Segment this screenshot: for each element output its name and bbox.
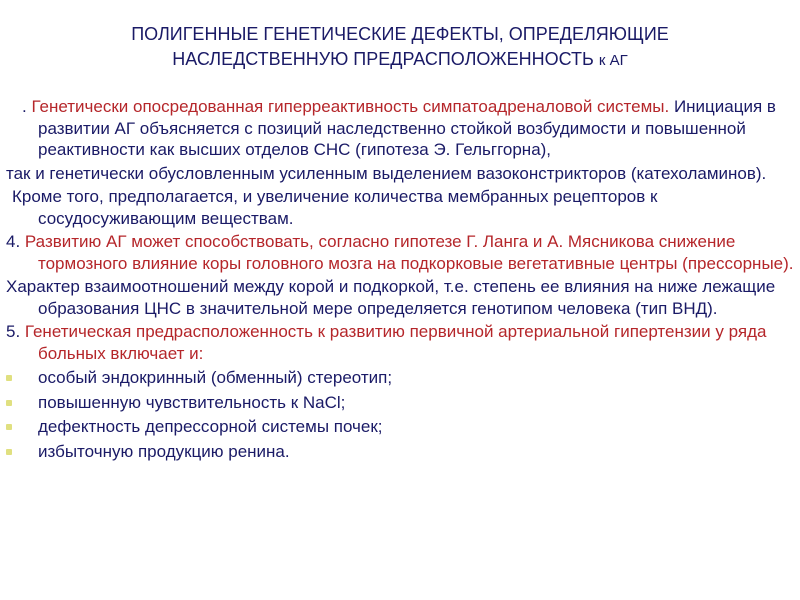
- p1-red-text: Генетически опосредованная гиперреактивность симпатоадреналовой системы.: [31, 97, 670, 116]
- bullet-text: повышенную чувствительность к NaCl;: [38, 392, 346, 412]
- list-item: [0, 441, 800, 463]
- paragraph-6: [0, 321, 800, 364]
- list-item: [0, 416, 800, 438]
- p6-red-text: Генетическая предрасположенность к развитию первичной артериальной гипертензии у ряда больных включает и:: [24, 322, 767, 363]
- title-line-2-small: к АГ: [598, 52, 628, 69]
- slide-body: [0, 96, 800, 462]
- paragraph-2: так и генетически обусловленным усиленным выделением вазоконстрикторов (катехоламинов).: [6, 163, 767, 183]
- title-line-2-main: НАСЛЕДСТВЕННУЮ ПРЕДРАСПОЛОЖЕННОСТЬ: [172, 49, 599, 69]
- bullet-text: дефектность депрессорной системы почек;: [38, 417, 383, 436]
- list-item: [0, 392, 800, 414]
- title-line-2: [60, 47, 740, 73]
- p1-marker: .: [22, 97, 32, 116]
- bullet-icon: [6, 424, 12, 430]
- paragraph-1: [0, 96, 800, 161]
- bullet-icon: [6, 375, 12, 381]
- bullet-icon: [6, 449, 12, 455]
- p4-number: 4.: [6, 232, 25, 251]
- paragraph-3: Кроме того, предполагается, и увеличение количества мембранных рецепторов к сосудосуживающим веществам.: [12, 187, 658, 228]
- bullet-text: избыточную продукцию ренина.: [38, 441, 290, 461]
- paragraph-4: [0, 231, 800, 274]
- title-line-1: ПОЛИГЕННЫЕ ГЕНЕТИЧЕСКИЕ ДЕФЕКТЫ, ОПРЕДЕЛЯЮЩИЕ: [131, 24, 669, 44]
- bullet-text: особый эндокринный (обменный) стереотип;: [38, 368, 393, 387]
- paragraph-5: Характер взаимоотношений между корой и подкоркой, т.е. степень ее влияния на ниже лежащие образования ЦНС в значительной мере определяется генотипом человека (тип ВНД).: [6, 277, 776, 318]
- list-item: [0, 367, 800, 389]
- p6-number: 5.: [6, 322, 25, 341]
- slide-title: [60, 22, 740, 73]
- bullet-icon: [6, 400, 12, 406]
- bullet-list: [0, 367, 800, 462]
- p1-text: Инициация в развитии АГ объясняется с позиций наследственно стойкой возбудимости и повышенной реактивности как высших отделов СНС (гипотеза Э. Гельггорна),: [38, 97, 776, 159]
- p4-red-text: Развитию АГ может способствовать, согласно гипотезе Г. Ланга и А. Мясникова снижение тормозного влияние коры головного мозга на подкорковые вегетативные центры (прессорные).: [24, 232, 794, 273]
